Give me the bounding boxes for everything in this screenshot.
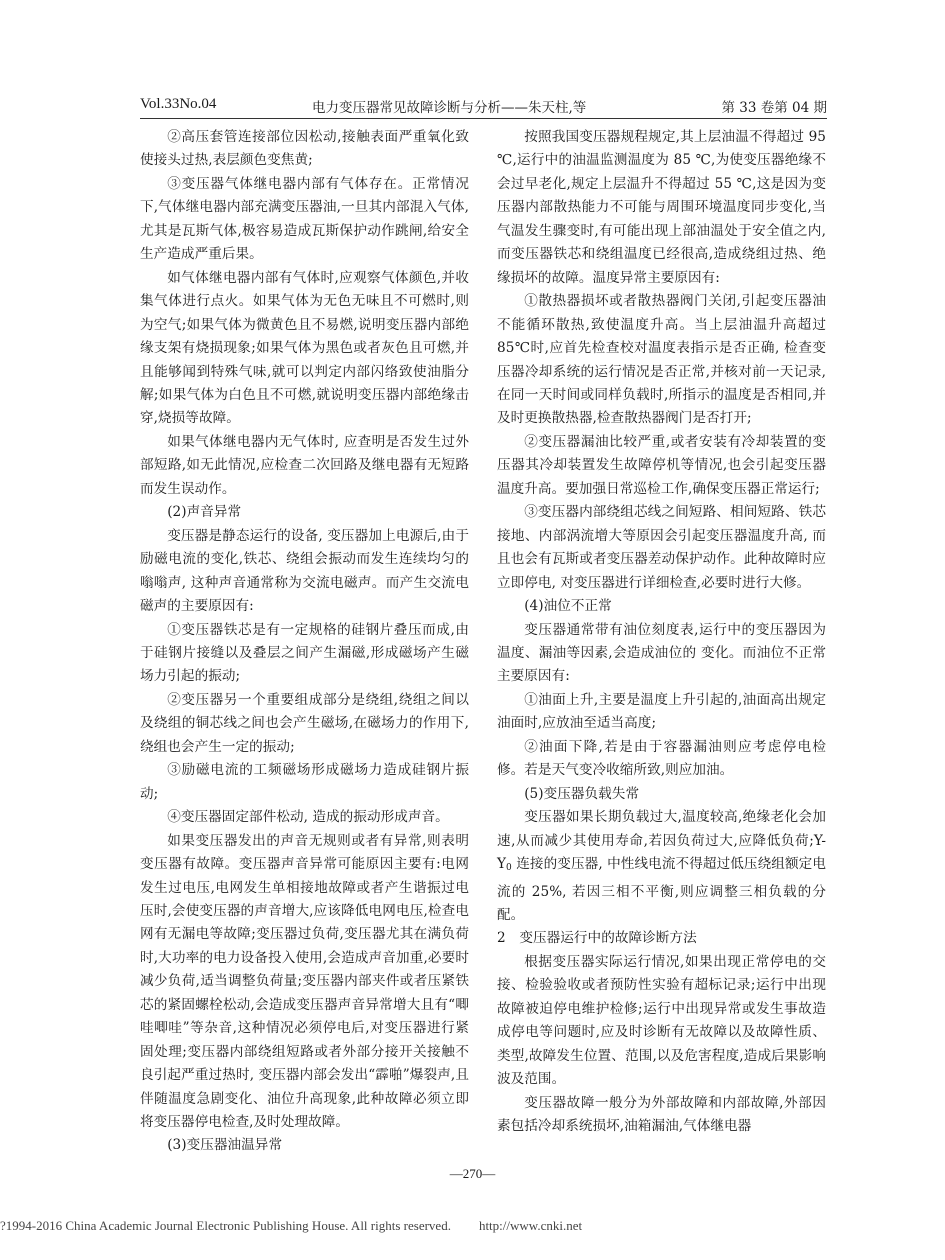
copyright-footer xyxy=(0,1218,582,1234)
paragraph-text: 变压器如果长期负载过大,温度较高,绝缘老化会加速,从而减少其使用寿命,若因负荷过大,应降低负荷;Y-Y xyxy=(497,809,826,873)
paragraph: ②油面下降,若是由于容器漏油则应考虑停电检修。若是天气变冷收缩所致,则应加油。 xyxy=(497,738,826,779)
subscript: 0 xyxy=(506,863,512,874)
paragraph: 根据变压器实际运行情况,如果出现正常停电的交接、检验验收或者预防性实验有超标记录;运行中出现故障被迫停电维护检修;运行中出现异常或发生事故造成停电等问题时,应及时诊断有无故障以及故障性质、类型,故障发生位置、范围,以及危害程度,造成后果影响波及范围。 xyxy=(497,953,826,1088)
paragraph: ③变压器气体继电器内部有气体存在。正常情况下,气体继电器内部充满变压器油,一旦其内部混入气体,尤其是瓦斯气体,极容易造成瓦斯保护动作跳闸,给安全生产造成严重后果。 xyxy=(140,175,469,263)
left-column xyxy=(140,126,469,1158)
section-heading: (4)油位不正常 xyxy=(524,598,612,615)
paragraph: ④变压器固定部件松动, 造成的振动形成声音。 xyxy=(167,809,449,826)
section-heading: (2)声音异常 xyxy=(167,504,242,521)
header-rule xyxy=(140,118,827,119)
copyright-text: ?1994-2016 China Academic Journal Electronic Publishing House. All rights reserved. xyxy=(0,1218,451,1233)
paragraph: ①变压器铁芯是有一定规格的硅钢片叠压而成,由于硅钢片接缝以及叠层之间产生漏磁,形成磁场产生磁场力引起的振动; xyxy=(140,621,469,685)
paragraph: ②变压器漏油比较严重,或者安装有冷却装置的变压器其冷却装置发生故障停机等情况,也会引起变压器温度升高。要加强日常巡检工作,确保变压器正常运行; xyxy=(497,433,826,497)
article-running-title: 电力变压器常见故障诊断与分析——朱天柱,等 xyxy=(312,100,587,116)
running-header xyxy=(140,96,827,120)
paragraph: ③励磁电流的工频磁场形成磁场力造成硅钢片振动; xyxy=(140,762,469,802)
paragraph: 按照我国变压器规程规定,其上层油温不得超过 95 ℃,运行中的油温监测温度为 85 ℃,为使变压器绝缘不会过早老化,规定上层温升不得超过 55 ℃,这是因为变压器内部散热能力不可能与周围环境温度同步变化,当气温发生骤变时,有可能出现上部油温处于安全值之内,而变压器铁芯和绕组温度已经很高,造成绕组过热、绝缘损坏的故障。温度异常主要原因有: xyxy=(497,129,826,286)
paragraph: ①散热器损坏或者散热器阀门关闭,引起变压器油不能循环散热,致使温度升高。当上层油温升高超过 85℃时,应首先检查校对温度表指示是否正确, 检查变压器冷却系统的运行情况是否正常,并核对前一天记录, 在同一天时间或同样负载时,所指示的温度是否相同,并及时更换散热器,检查散热器阀门是否打开; xyxy=(497,293,826,427)
section-heading: (5)变压器负载失常 xyxy=(524,785,640,802)
footer-url: http://www.cnki.net xyxy=(478,1218,583,1233)
section-heading: (3)变压器油温异常 xyxy=(167,1137,283,1154)
paragraph: ②高压套管连接部位因松动,接触表面严重氧化致使接头过热,表层颜色变焦黄; xyxy=(140,129,469,169)
page-number: —270— xyxy=(449,1166,496,1181)
right-column xyxy=(497,126,826,1138)
paragraph: 如果变压器发出的声音无规则或者有异常,则表明变压器有故障。变压器声音异常可能原因主要有:电网发生过电压,电网发生单相接地故障或者产生谐振过电压时,会使变压器的声音增大,应该降低电网电压,检查电网有无漏电等故障;变压器过负荷,变压器尤其在满负荷时,大功率的电力设备投入使用,会造成声音加重,必要时减少负荷,适当调整负荷量;变压器内部夹件或者压紧铁芯的紧固螺栓松动,会造成变压器声音异常增大且有“唧哇唧哇”等杂音,这种情况必须停电后,对变压器进行紧固处理;变压器内部绕组短路或者外部分接开关接触不良引起严重过热时, 变压器内部会发出“霹啪”爆裂声,且伴随温度急剧变化、油位升高现象,此种故障必须立即将变压器停电检查,及时处理故障。 xyxy=(140,832,469,1131)
paragraph xyxy=(497,806,826,927)
section-title: 2 变压器运行中的故障诊断方法 xyxy=(497,930,697,947)
paragraph: ①油面上升,主要是温度上升引起的,油面高出规定油面时,应放油至适当高度; xyxy=(497,691,826,732)
paragraph: 变压器故障一般分为外部故障和内部故障,外部因素包括冷却系统损坏,油箱漏油,气体继电器 xyxy=(497,1094,826,1135)
paragraph: 如果气体继电器内无气体时, 应查明是否发生过外部短路,如无此情况,应检查二次回路及继电器有无短路而发生误动作。 xyxy=(140,433,469,497)
paragraph: 变压器是静态运行的设备, 变压器加上电源后,由于励磁电流的变化,铁芯、绕组会振动而发生连续均匀的嗡嗡声, 这种声音通常称为交流电磁声。而产生交流电磁声的主要原因有: xyxy=(140,527,469,615)
journal-volume: Vol.33No.04 xyxy=(140,96,217,112)
paragraph: 变压器通常带有油位刻度表,运行中的变压器因为温度、漏油等因素,会造成油位的 变化。而油位不正常主要原因有: xyxy=(497,621,826,685)
paragraph: ③变压器内部绕组芯线之间短路、相间短路、铁芯接地、内部涡流增大等原因会引起变压器温度升高, 而且也会有瓦斯或者变压器差动保护动作。此种故障时应立即停电, 对变压器进行详细检查,必要时进行大修。 xyxy=(497,504,826,591)
paragraph: 如气体继电器内部有气体时,应观察气体颜色,并收集气体进行点火。如果气体为无色无味且不可燃时,则为空气;如果气体为微黄色且不易燃,说明变压器内部绝缘支架有烧损现象;如果气体为黑色或者灰色且可燃,并且能够闻到特殊气味,就可以判定内部闪络致使油脂分解;如果气体为白色且不可燃,就说明变压器内部绝缘击穿,烧损等故障。 xyxy=(140,269,469,427)
paragraph-text: 连接的变压器, 中性线电流不得超过低压绕组额定电流的 25%, 若因三相不平衡,则应调整三相负载的分配。 xyxy=(497,856,826,923)
paragraph: ②变压器另一个重要组成部分是绕组,绕组之间以及绕组的铜芯线之间也会产生磁场,在磁场力的作用下,绕组也会产生一定的振动; xyxy=(140,691,469,755)
journal-issue: 第 33 卷第 04 期 xyxy=(721,100,827,116)
